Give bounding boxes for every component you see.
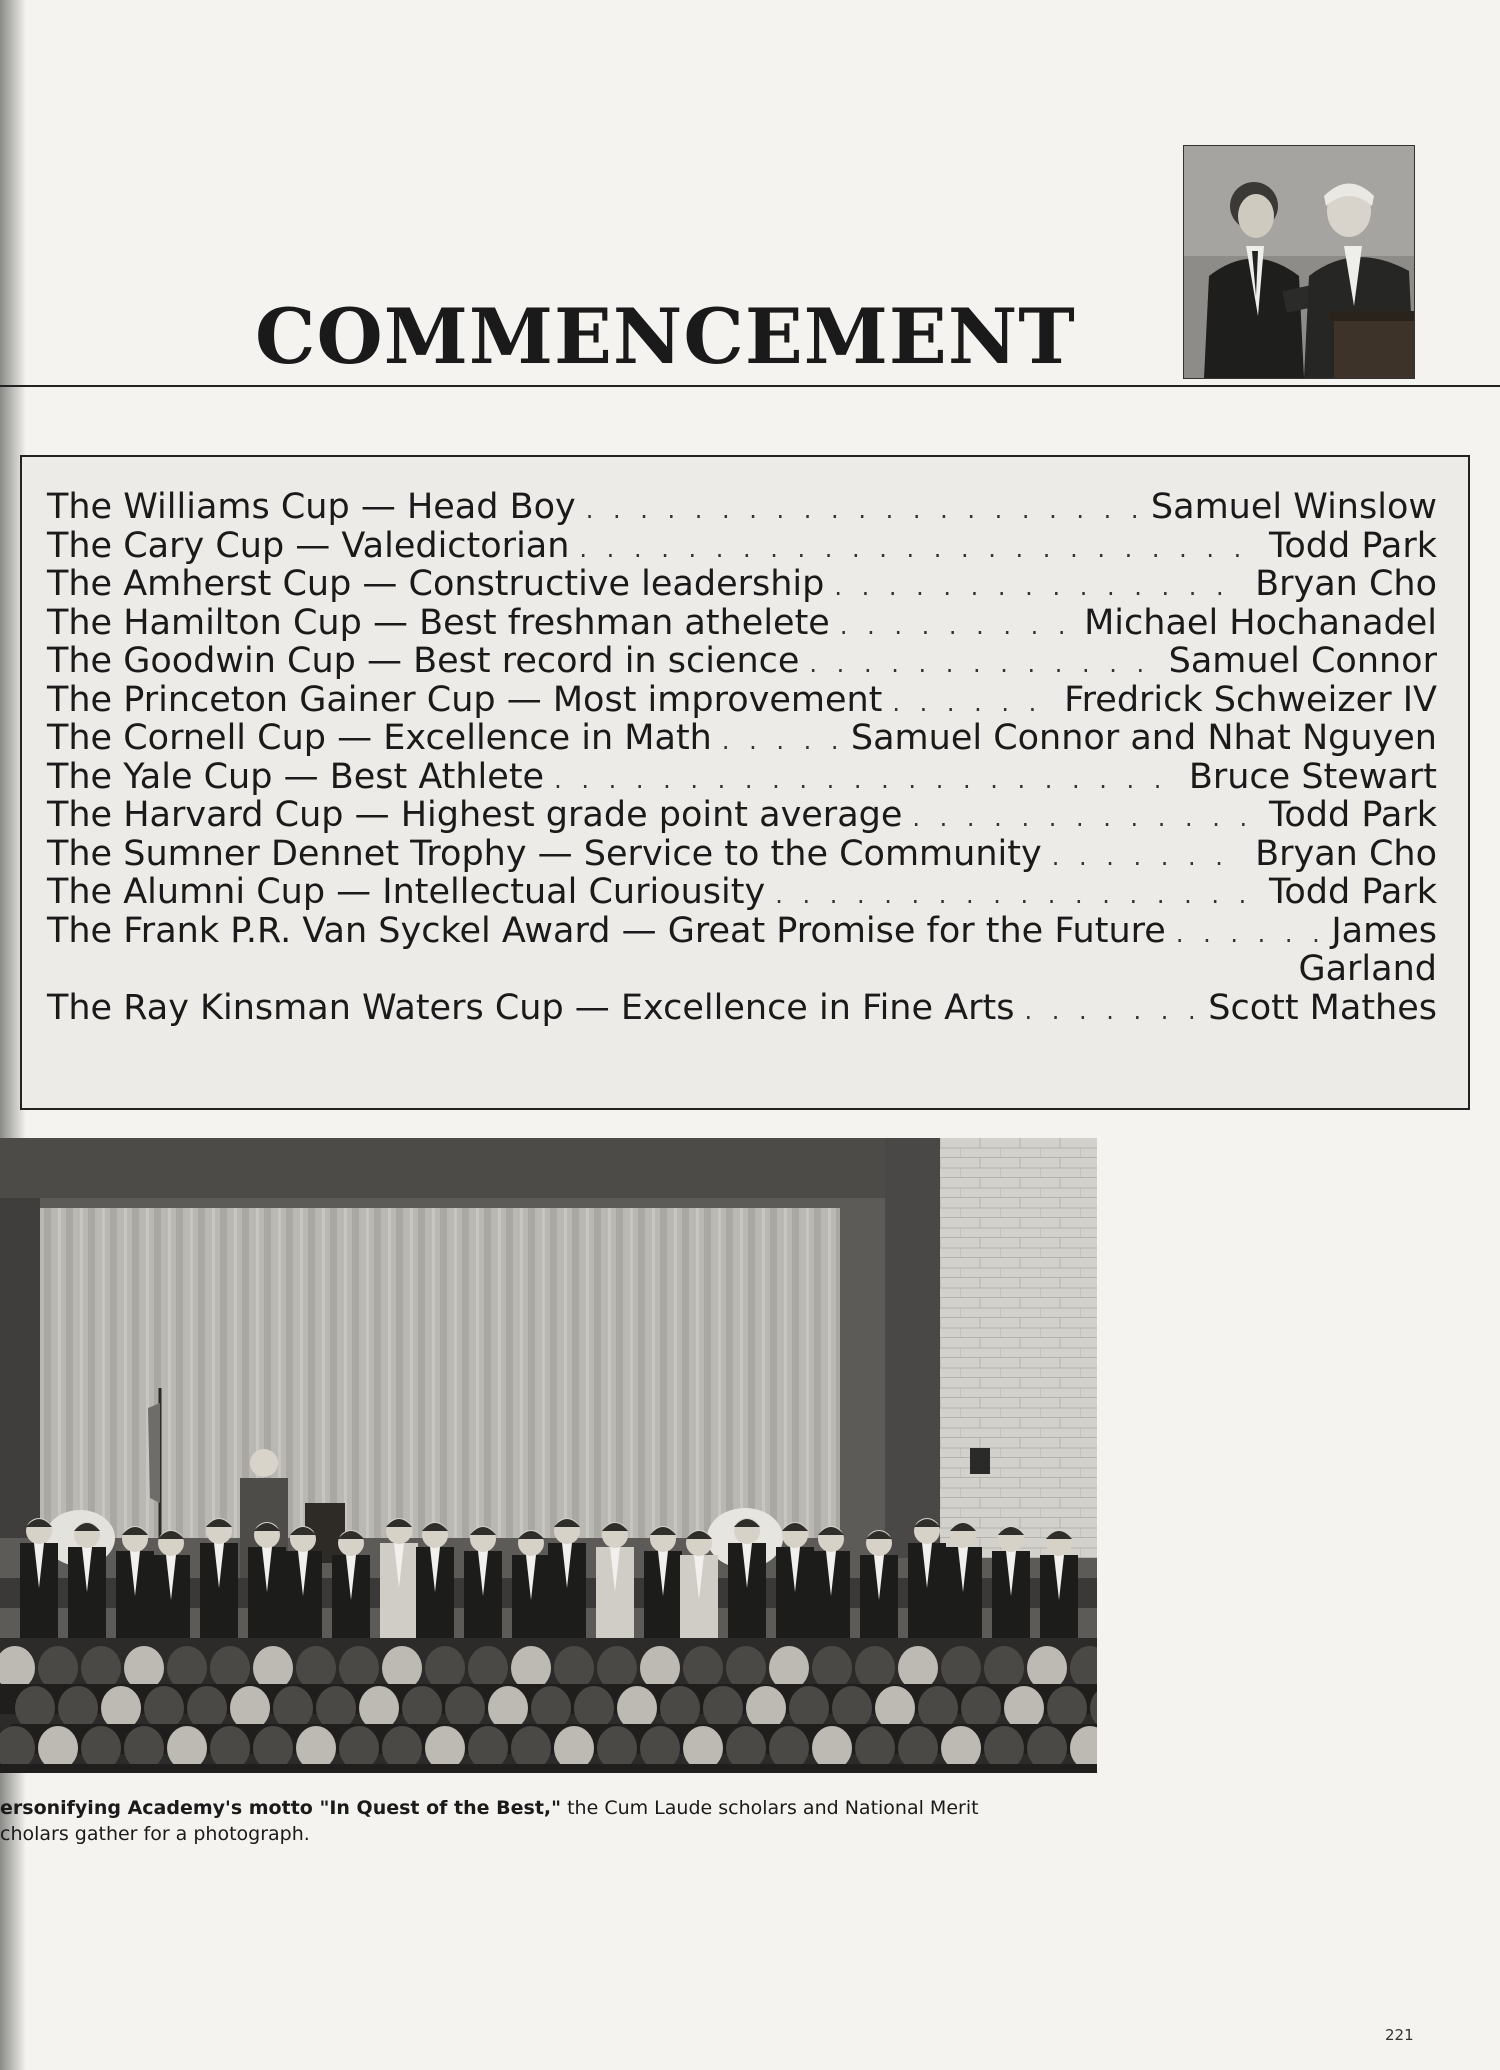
award-recipient: James (1331, 910, 1437, 951)
award-name: The Goodwin Cup — Best record in science (47, 641, 800, 681)
dot-leader (892, 689, 1054, 717)
award-recipient-continued: Garland (1298, 949, 1437, 989)
page-title: COMMENCEMENT (255, 292, 1076, 381)
award-recipient: Todd Park (1268, 795, 1437, 835)
photo-caption (0, 1795, 1060, 1847)
award-recipient: Samuel Connor and Nhat Nguyen (850, 718, 1437, 758)
award-row (47, 911, 1437, 950)
award-name: The Yale Cup — Best Athlete (47, 756, 545, 797)
caption-lead: ersonifying Academy's motto "In Quest of the Best," (0, 1797, 562, 1819)
award-recipient: Todd Park (1268, 525, 1437, 566)
award-recipient: Scott Mathes (1208, 987, 1437, 1028)
title-divider (0, 385, 1500, 387)
award-row (47, 718, 1437, 757)
award-name: The Alumni Cup — Intellectual Curiousity (47, 872, 766, 912)
award-name: The Amherst Cup — Constructive leadership (47, 564, 825, 604)
award-recipient: Fredrick Schweizer IV (1064, 679, 1437, 720)
dot-leader (554, 766, 1179, 794)
award-name: The Cary Cup — Valedictorian (47, 525, 570, 566)
award-recipient: Bryan Cho (1255, 833, 1437, 874)
award-row (47, 641, 1437, 680)
award-recipient: Bruce Stewart (1188, 756, 1437, 797)
dot-leader (1176, 920, 1322, 948)
award-recipient: Michael Hochanadel (1084, 602, 1437, 643)
award-name: The Hamilton Cup — Best freshman athelete (47, 602, 830, 643)
award-row (47, 680, 1437, 719)
award-name: The Harvard Cup — Highest grade point average (47, 795, 903, 835)
award-recipient: Bryan Cho (1255, 564, 1437, 604)
award-name: The Frank P.R. Van Syckel Award — Great Promise for the Future (47, 910, 1166, 951)
dot-leader (809, 650, 1158, 678)
award-name: The Ray Kinsman Waters Cup — Excellence in Fine Arts (47, 987, 1015, 1028)
dot-leader (579, 535, 1259, 563)
dot-leader (840, 612, 1074, 640)
caption-text: the Cum Laude scholars and National Merit (561, 1797, 979, 1819)
award-row (47, 564, 1437, 603)
award-name: The Princeton Gainer Cup — Most improvement (47, 679, 883, 720)
award-list (47, 487, 1437, 1026)
page-number: 221 (1385, 2026, 1414, 2044)
scholars-stage-photo (0, 1138, 1097, 1773)
award-name: The Cornell Cup — Excellence in Math (47, 718, 712, 758)
dot-leader (586, 496, 1141, 524)
award-recipient: Samuel Winslow (1150, 487, 1437, 527)
award-row (47, 526, 1437, 565)
award-name: The Sumner Dennet Trophy — Service to the Community (47, 833, 1042, 874)
caption-text-line-2: cholars gather for a photograph. (0, 1823, 310, 1845)
award-name: The Williams Cup — Head Boy (47, 487, 576, 527)
award-row (47, 834, 1437, 873)
award-row (47, 757, 1437, 796)
dot-leader (834, 573, 1245, 601)
dot-leader (912, 804, 1259, 832)
dot-leader (775, 881, 1259, 909)
award-recipient: Samuel Connor (1168, 641, 1437, 681)
award-row (47, 872, 1437, 911)
award-row (47, 603, 1437, 642)
award-row (47, 988, 1437, 1027)
award-row-continuation (47, 949, 1437, 988)
dot-leader (1052, 843, 1245, 871)
awards-box (20, 455, 1470, 1110)
award-row (47, 795, 1437, 834)
dot-leader (1024, 997, 1198, 1025)
award-recipient: Todd Park (1268, 872, 1437, 912)
award-presentation-photo (1183, 145, 1415, 379)
award-row (47, 487, 1437, 526)
dot-leader (722, 727, 841, 755)
